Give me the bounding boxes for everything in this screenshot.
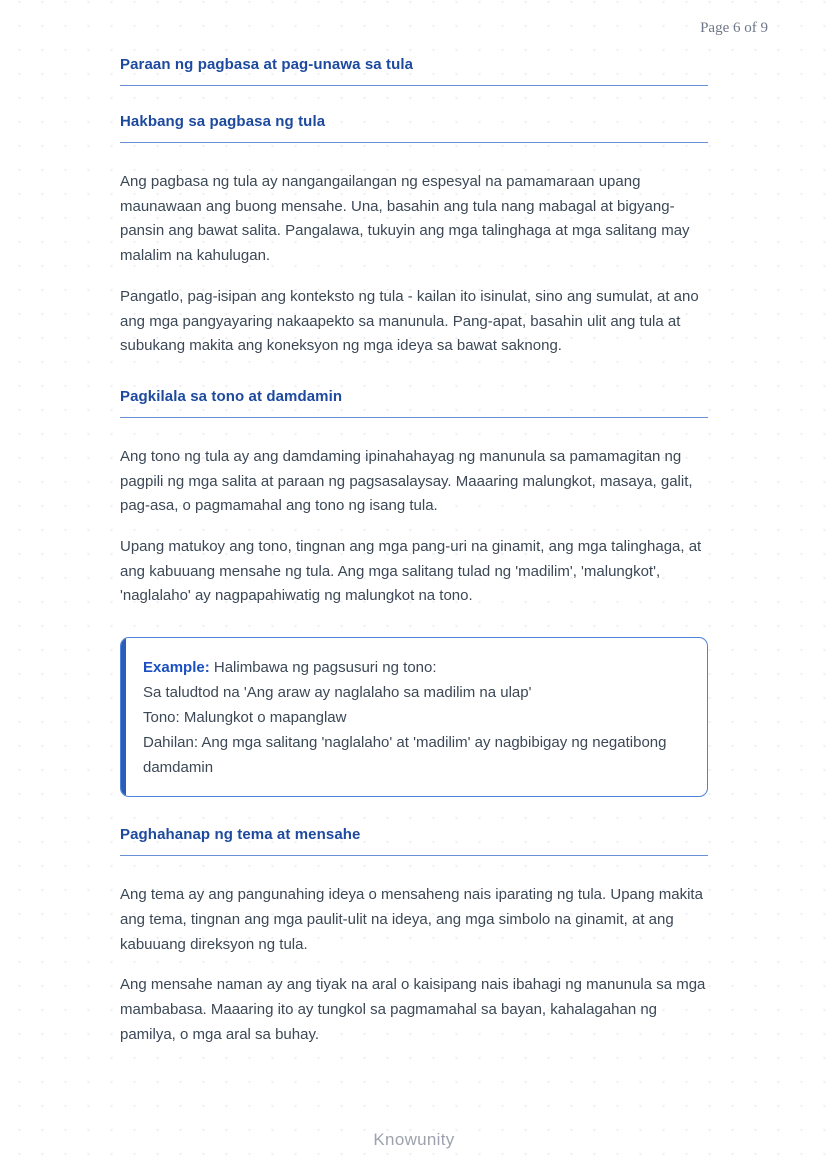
paragraph: Ang tema ay ang pangunahing ideya o mensaheng nais iparating ng tula. Upang makita ang tema, tingnan ang mga paulit-ulit na ideya, ang mga simbolo na ginamit, at ang kabuuang direksyon ng tula. (120, 886, 703, 953)
section-paghahanap-ng-tema (120, 826, 708, 856)
paragraph: Upang matukoy ang tono, tingnan ang mga pang-uri na ginamit, ang mga talinghaga, at ang kabuuang mensahe ng tula. Ang mga salitang tulad ng 'madilim', 'malungkot', 'naglalaho' ay nagpapahiwatig ng malungkot na tono. (120, 538, 702, 605)
paragraph-group (120, 883, 708, 1047)
section-heading: Hakbang sa pagbasa ng tula (120, 113, 326, 130)
example-intro: Halimbawa ng pagsusuri ng tono: (213, 659, 437, 677)
example-intro-line (143, 655, 691, 680)
section-heading: Pagkilala sa tono at damdamin (120, 387, 343, 405)
example-accent-bar (121, 638, 126, 796)
heading-rule (120, 417, 708, 418)
paragraph: Pangatlo, pag-isipan ang konteksto ng tula - kailan ito isinulat, sino ang sumulat, at ano ang mga pangyayaring nakaapekto sa manunula. Pang-apat, basahin ulit ang tula at subukang makita ang koneksyon ng mga ideya sa bawat saknong. (120, 287, 699, 355)
example-box (120, 637, 708, 797)
section-paraan-ng-pagbasa (120, 56, 708, 86)
page-number: Page 6 of 9 (700, 20, 768, 36)
example-line: Dahilan: Ang mga salitang 'naglalaho' at 'madilim' ay nagbibigay ng negatibong damdamin (143, 734, 667, 777)
section-pagkilala-sa-tono (120, 388, 708, 418)
section-heading: Paraan ng pagbasa at pag-unawa sa tula (120, 56, 414, 73)
example-line: Tono: Malungkot o mapanglaw (143, 709, 347, 727)
footer-brand: Knowunity (373, 1130, 455, 1149)
heading-rule (120, 855, 708, 856)
example-label: Example: (143, 659, 214, 677)
heading-rule (120, 85, 708, 86)
paragraph-group (120, 170, 708, 359)
paragraph: Ang tono ng tula ay ang damdaming ipinahahayag ng manunula sa pamamagitan ng pagpili ng mga salita at paraan ng pagsasalaysay. Maaaring malungkot, masaya, galit, pag-asa, o pagmamahal ang tono ng isang tula. (120, 447, 693, 515)
heading-rule (120, 142, 708, 143)
paragraph-group (120, 445, 708, 609)
paragraph: Ang mensahe naman ay ang tiyak na aral o kaisipang nais ibahagi ng manunula sa mga mambabasa. Maaaring ito ay tungkol sa pagmamahal sa bayan, kahalagahan ng pamilya, o mga aral sa buhay. (120, 976, 706, 1043)
paragraph: Ang pagbasa ng tula ay nangangailangan ng espesyal na pamamaraan upang maunawaan ang buong mensahe. Una, basahin ang tula nang mabagal at bigyang-pansin ang bawat salita. Pangalawa, tukuyin ang mga talinghaga at mga salitang may malalim na kahulugan. (120, 173, 690, 265)
section-hakbang-sa-pagbasa (120, 113, 708, 143)
document-content (120, 56, 708, 1075)
example-line: Sa taludtod na 'Ang araw ay naglalaho sa madilim na ulap' (143, 684, 532, 702)
section-heading: Paghahanap ng tema at mensahe (120, 826, 361, 844)
